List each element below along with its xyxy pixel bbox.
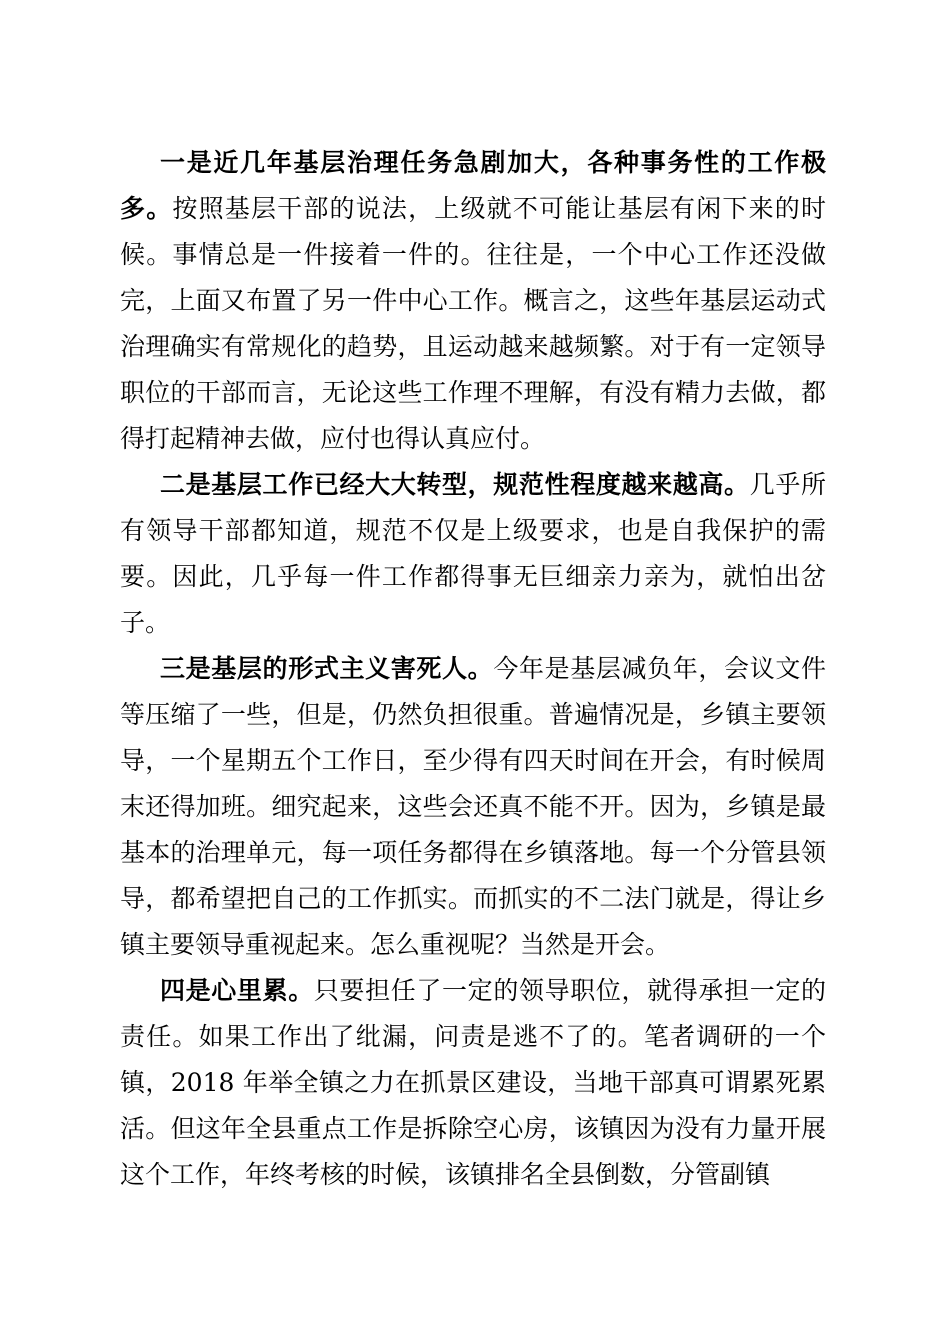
paragraph-2-body: 几乎所有领导干部都知道，规范不仅是上级要求，也是自我保护的需要。因此，几乎每一件工作都得事无巨细亲力亲为，就怕出岔子。 — [120, 470, 826, 637]
paragraph-1 — [120, 140, 826, 462]
paragraph-2 — [120, 462, 826, 646]
paragraph-4 — [120, 968, 826, 1198]
paragraph-4-body: 只要担任了一定的领导职位，就得承担一定的责任。如果工作出了纰漏，问责是逃不了的。笔者调研的一个镇，2018 年举全镇之力在抓景区建设，当地干部真可谓累死累活。但这年全县重点工作是拆除空心房，该镇因为没有力量开展这个工作，年终考核的时候，该镇排名全县倒数，分管副镇 — [120, 976, 826, 1189]
paragraph-4-lead: 四是心里累。 — [160, 976, 314, 1005]
paragraph-3-body: 今年是基层减负年，会议文件等压缩了一些，但是，仍然负担很重。普遍情况是，乡镇主要领导，一个星期五个工作日，至少得有四天时间在开会，有时候周末还得加班。细究起来，这些会还真不能不开。因为，乡镇是最基本的治理单元，每一项任务都得在乡镇落地。每一个分管县领导，都希望把自己的工作抓实。而抓实的不二法门就是，得让乡镇主要领导重视起来。怎么重视呢？当然是开会。 — [120, 654, 826, 959]
paragraph-1-body: 按照基层干部的说法，上级就不可能让基层有闲下来的时候。事情总是一件接着一件的。往往是，一个中心工作还没做完，上面又布置了另一件中心工作。概言之，这些年基层运动式治理确实有常规化的趋势，且运动越来越频繁。对于有一定领导职位的干部而言，无论这些工作理不理解，有没有精力去做，都得打起精神去做，应付也得认真应付。 — [120, 194, 826, 453]
document-page — [120, 140, 826, 1198]
paragraph-1-lead: 一是近几年基层治理任务急剧加大，各种事务性的工作极多。 — [120, 148, 826, 223]
paragraph-2-lead: 二是基层工作已经大大转型，规范性程度越来越高。 — [160, 470, 750, 499]
paragraph-3 — [120, 646, 826, 968]
paragraph-3-lead: 三是基层的形式主义害死人。 — [160, 654, 494, 683]
